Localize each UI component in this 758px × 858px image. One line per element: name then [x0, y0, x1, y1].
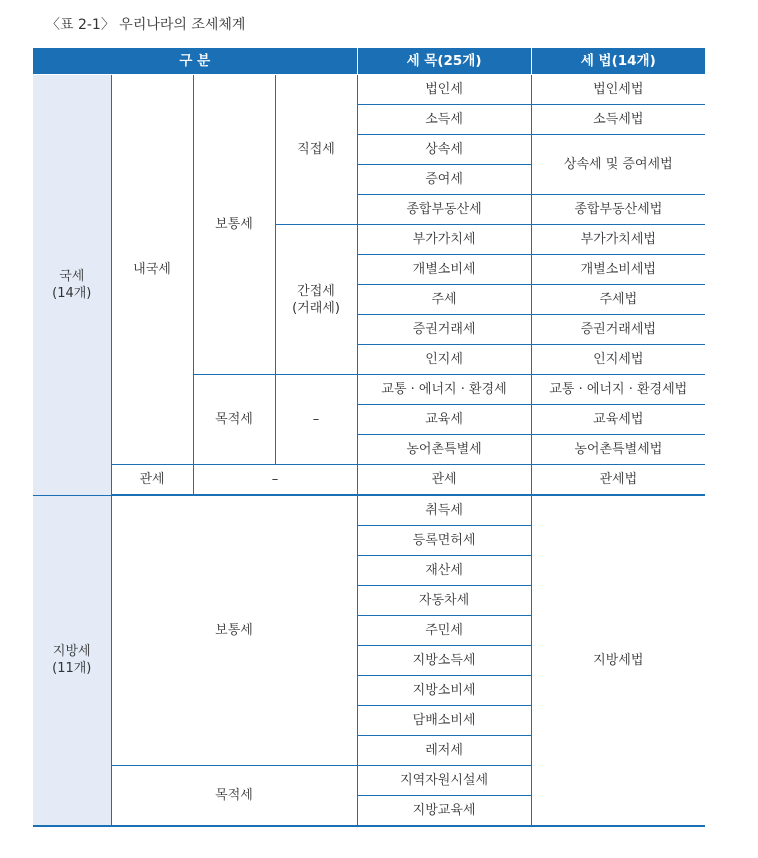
item-cell: 지방소득세: [357, 646, 531, 676]
item-cell: 인지세: [357, 345, 531, 375]
direct-tax-cell: 직접세: [275, 75, 357, 225]
item-cell: 주민세: [357, 616, 531, 646]
customs-cell: 관세: [111, 465, 193, 496]
header-category: 구 분: [33, 48, 357, 75]
local-tax-count: (11개): [52, 661, 92, 677]
item-cell: 증여세: [357, 165, 531, 195]
indirect-tax-label: 간접세: [297, 283, 335, 299]
item-cell: 법인세: [357, 75, 531, 105]
item-cell: 상속세: [357, 135, 531, 165]
local-purpose-cell: 목적세: [111, 766, 357, 827]
local-tax-cell: [33, 495, 111, 826]
item-cell: 농어촌특별세: [357, 435, 531, 465]
table-row: [33, 495, 705, 526]
law-cell: 농어촌특별세법: [531, 435, 705, 465]
national-ordinary-cell: 보통세: [193, 75, 275, 375]
item-cell: 등록면허세: [357, 526, 531, 556]
header-row: [33, 48, 705, 75]
customs-dash-cell: –: [193, 465, 357, 496]
item-cell: 지역자원시설세: [357, 766, 531, 796]
table-row: [33, 75, 705, 105]
item-cell: 주세: [357, 285, 531, 315]
law-cell: 교통 · 에너지 · 환경세법: [531, 375, 705, 405]
item-cell: 재산세: [357, 556, 531, 586]
table-caption: 〈표 2-1〉 우리나라의 조세체계: [46, 17, 246, 33]
local-ordinary-cell: 보통세: [111, 495, 357, 766]
national-purpose-cell: 목적세: [193, 375, 275, 465]
item-cell: 지방소비세: [357, 676, 531, 706]
item-cell: 부가가치세: [357, 225, 531, 255]
table-row: [33, 465, 705, 496]
law-cell: 개별소비세법: [531, 255, 705, 285]
purpose-dash-cell: –: [275, 375, 357, 465]
item-cell: 담배소비세: [357, 706, 531, 736]
law-cell: 종합부동산세법: [531, 195, 705, 225]
item-cell: 자동차세: [357, 586, 531, 616]
item-cell: 종합부동산세: [357, 195, 531, 225]
item-cell: 소득세: [357, 105, 531, 135]
item-cell: 개별소비세: [357, 255, 531, 285]
header-items: 세 목(25개): [357, 48, 531, 75]
tax-system-table: [33, 48, 705, 827]
law-cell: 주세법: [531, 285, 705, 315]
domestic-tax-cell: 내국세: [111, 75, 193, 465]
law-cell: 부가가치세법: [531, 225, 705, 255]
national-tax-cell: [33, 75, 111, 496]
law-cell: 상속세 및 증여세법: [531, 135, 705, 195]
law-cell: 소득세법: [531, 105, 705, 135]
national-tax-count: (14개): [52, 285, 92, 301]
local-tax-label: 지방세: [52, 644, 91, 660]
indirect-tax-cell: [275, 225, 357, 375]
law-cell: 관세법: [531, 465, 705, 496]
law-cell: 교육세법: [531, 405, 705, 435]
local-law-cell: 지방세법: [531, 495, 705, 826]
item-cell: 취득세: [357, 495, 531, 526]
item-cell: 교육세: [357, 405, 531, 435]
item-cell: 레저세: [357, 736, 531, 766]
law-cell: 증권거래세법: [531, 315, 705, 345]
indirect-tax-sublabel: (거래세): [292, 300, 340, 316]
item-cell: 관세: [357, 465, 531, 496]
header-laws: 세 법(14개): [531, 48, 705, 75]
national-tax-label: 국세: [59, 268, 85, 284]
law-cell: 인지세법: [531, 345, 705, 375]
item-cell: 지방교육세: [357, 796, 531, 827]
law-cell: 법인세법: [531, 75, 705, 105]
item-cell: 증권거래세: [357, 315, 531, 345]
item-cell: 교통 · 에너지 · 환경세: [357, 375, 531, 405]
